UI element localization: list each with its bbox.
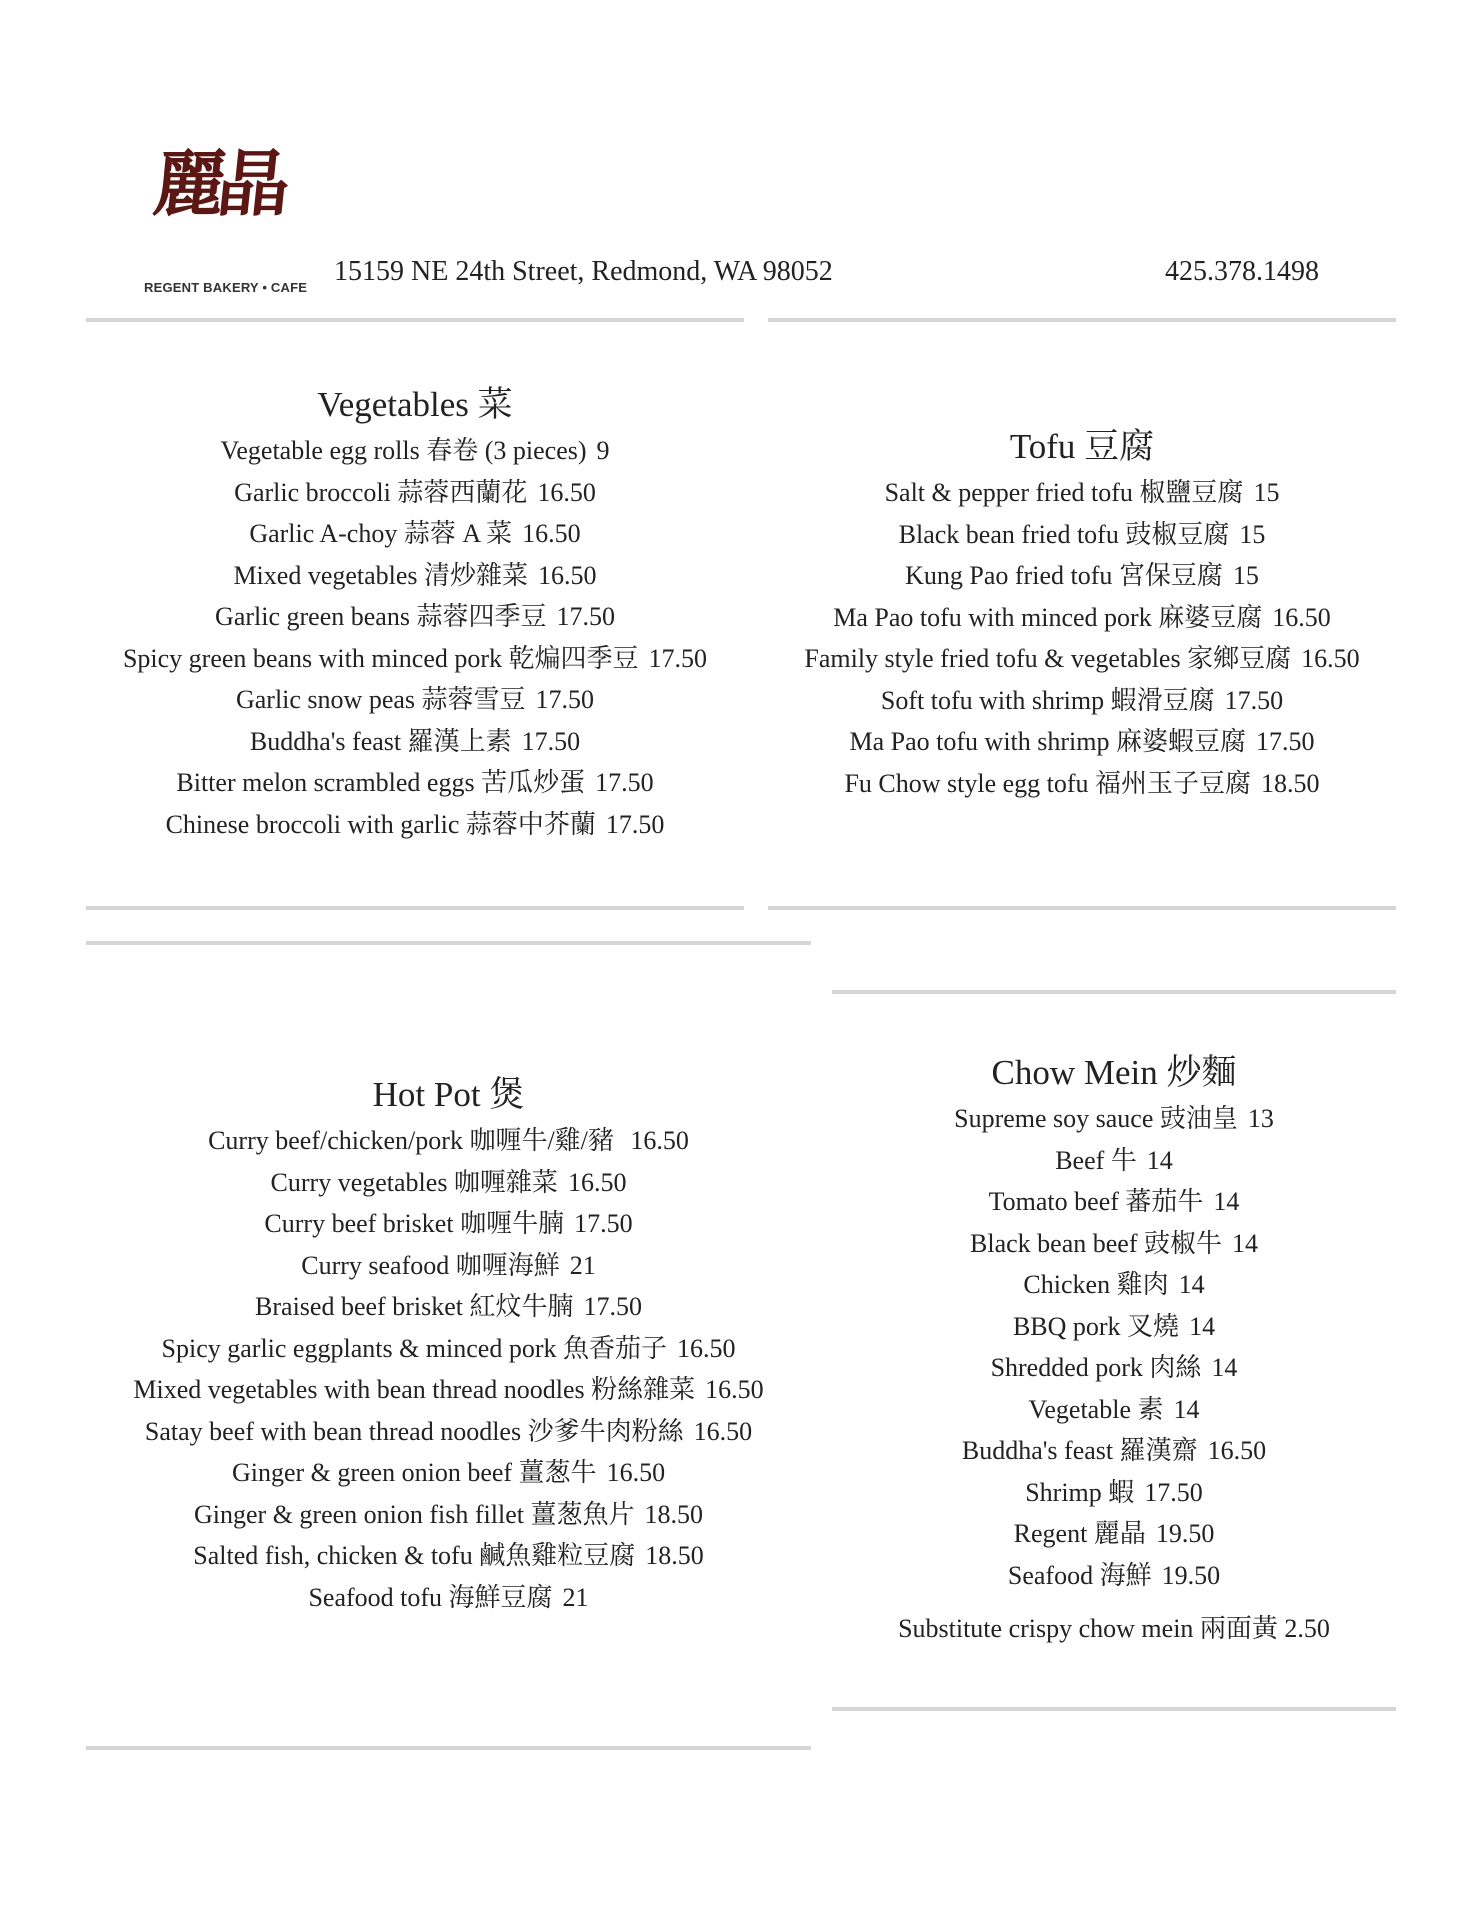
divider xyxy=(86,318,744,322)
menu-item-name: Bitter melon scrambled eggs 苦瓜炒蛋 xyxy=(176,768,586,797)
menu-item-price: 16.50 xyxy=(606,1458,666,1487)
menu-item-price: 18.50 xyxy=(1261,768,1320,798)
menu-item-name: Mixed vegetables with bean thread noodles 粉絲雜菜 xyxy=(133,1375,696,1404)
menu-item-name: Garlic snow peas 蒜蓉雪豆 xyxy=(235,685,526,714)
menu-item-price: 17.50 xyxy=(574,1209,633,1238)
menu-item-name: Seafood tofu 海鮮豆腐 xyxy=(308,1582,553,1612)
menu-item-name: Ginger & green onion beef 薑葱牛 xyxy=(231,1458,597,1487)
menu-item-price: 16.50 xyxy=(1272,602,1331,632)
menu-item-price: 21 xyxy=(562,1582,589,1612)
menu-item xyxy=(832,1430,1396,1472)
menu-item xyxy=(86,1328,811,1370)
menu-item-name: Curry vegetables 咖喱雜菜 xyxy=(270,1167,558,1197)
menu-item-name: Vegetable 素 xyxy=(1028,1394,1164,1424)
divider xyxy=(832,990,1396,994)
menu-item xyxy=(86,1162,811,1204)
menu-item xyxy=(832,1264,1396,1306)
menu-item xyxy=(768,763,1396,805)
menu-item-name: Soft tofu with shrimp 蝦滑豆腐 xyxy=(880,685,1215,715)
menu-item-name: Garlic A-choy 蒜蓉 A 菜 xyxy=(249,519,513,548)
menu-item xyxy=(86,1369,811,1411)
menu-item xyxy=(86,1411,811,1453)
restaurant-phone: 425.378.1498 xyxy=(1165,256,1319,287)
menu-item xyxy=(832,1223,1396,1265)
menu-item-price: 16.50 xyxy=(705,1375,764,1404)
menu-item-name: Seafood 海鮮 xyxy=(1007,1560,1152,1590)
menu-item xyxy=(768,721,1396,763)
restaurant-address: 15159 NE 24th Street, Redmond, WA 98052 xyxy=(334,256,833,287)
section-hot-pot xyxy=(86,1070,811,1618)
logo-chinese-mark: 麗晶 xyxy=(149,141,287,226)
menu-item-price: 17.50 xyxy=(583,1292,642,1321)
menu-item-price: 16.50 xyxy=(630,1126,689,1155)
menu-item-price: 13 xyxy=(1247,1104,1274,1133)
menu-item-name: Regent 麗晶 xyxy=(1013,1519,1146,1548)
menu-item xyxy=(768,680,1396,722)
menu-item-price: 18.50 xyxy=(644,1499,703,1529)
menu-item-price: 17.50 xyxy=(1144,1477,1203,1507)
menu-item xyxy=(832,1140,1396,1182)
divider xyxy=(768,318,1396,322)
menu-item-name: Spicy green beans with minced pork 乾煸四季豆 xyxy=(122,643,639,673)
divider xyxy=(86,906,744,910)
menu-item xyxy=(86,804,744,846)
menu-item-price: 17.50 xyxy=(521,726,581,756)
section-title: Chow Mein 炒麵 xyxy=(991,1053,1237,1092)
menu-item xyxy=(832,1389,1396,1431)
menu-item-price: 16.50 xyxy=(1301,644,1360,673)
menu-item-price: 16.50 xyxy=(693,1416,753,1446)
menu-item-price: 19.50 xyxy=(1155,1519,1215,1548)
menu-item xyxy=(768,555,1396,597)
item-list xyxy=(86,430,744,845)
menu-item-name: Tomato beef 蕃茄牛 xyxy=(988,1187,1204,1216)
menu-item xyxy=(86,721,744,763)
menu-item-name: Buddha's feast 羅漢齋 xyxy=(961,1436,1198,1465)
menu-item-price: 14 xyxy=(1189,1311,1216,1341)
menu-item xyxy=(86,430,744,472)
menu-item-name: Kung Pao fried tofu 宮保豆腐 xyxy=(905,561,1223,590)
menu-item xyxy=(86,472,744,514)
menu-item xyxy=(832,1555,1396,1597)
logo xyxy=(140,141,310,298)
menu-item xyxy=(86,1286,811,1328)
menu-item-price: 17.50 xyxy=(556,602,615,631)
item-list xyxy=(832,1098,1396,1596)
menu-item xyxy=(86,555,744,597)
menu-item-price: 16.50 xyxy=(522,519,581,548)
menu-item-name: Braised beef brisket 紅炆牛腩 xyxy=(255,1292,574,1321)
menu-item-name: Salted fish, chicken & tofu 鹹魚雞粒豆腐 xyxy=(193,1541,636,1570)
menu-item xyxy=(86,638,744,680)
menu-item-name: Shredded pork 肉絲 xyxy=(990,1353,1202,1382)
menu-item-price: 16.50 xyxy=(676,1333,736,1363)
menu-item-price: 14 xyxy=(1231,1228,1258,1258)
menu-item-name: Curry beef brisket 咖喱牛腩 xyxy=(264,1209,565,1238)
menu-item-name: Chicken 雞肉 xyxy=(1023,1270,1169,1299)
menu-item-price: 17.50 xyxy=(595,768,654,797)
menu-item xyxy=(832,1098,1396,1140)
section-tofu xyxy=(768,422,1396,804)
menu-item xyxy=(832,1306,1396,1348)
menu-item xyxy=(86,679,744,721)
menu-item-name: Mixed vegetables 清炒雜菜 xyxy=(233,560,529,590)
menu-item xyxy=(832,1347,1396,1389)
section-title: Tofu 豆腐 xyxy=(1009,427,1155,466)
divider xyxy=(86,941,811,945)
menu-item-price: 14 xyxy=(1146,1145,1173,1175)
menu-item xyxy=(768,514,1396,556)
menu-item-price: 15 xyxy=(1232,561,1259,590)
menu-item-price: 16.50 xyxy=(538,560,597,590)
item-list xyxy=(86,1120,811,1618)
menu-item xyxy=(768,472,1396,514)
menu-item xyxy=(832,1513,1396,1555)
menu-item xyxy=(86,513,744,555)
menu-item-name: Shrimp 蝦 xyxy=(1025,1477,1135,1507)
divider xyxy=(86,1746,811,1750)
menu-item-name: Ginger & green onion fish fillet 薑葱魚片 xyxy=(194,1499,635,1529)
menu-item-name: Ma Pao tofu with minced pork 麻婆豆腐 xyxy=(833,602,1263,632)
menu-item-name: Curry seafood 咖喱海鮮 xyxy=(301,1250,560,1280)
menu-item-price: 16.50 xyxy=(1207,1436,1267,1465)
substitution-note: Substitute crispy chow mein 兩面黃 2.50 xyxy=(898,1614,1330,1643)
menu-item xyxy=(86,1577,811,1619)
menu-item-name: Supreme soy sauce 豉油皇 xyxy=(954,1104,1238,1133)
menu-item-price: 17.50 xyxy=(605,809,665,839)
menu-item xyxy=(86,1452,811,1494)
menu-item-price: 16.50 xyxy=(537,477,596,507)
menu-item xyxy=(86,1245,811,1287)
menu-item-price: 14 xyxy=(1213,1187,1240,1216)
menu-item xyxy=(832,1181,1396,1223)
menu-item-price: 17.50 xyxy=(535,685,595,714)
menu-item-name: Satay beef with bean thread noodles 沙爹牛肉粉絲 xyxy=(144,1416,684,1446)
menu-item-name: Family style fried tofu & vegetables 家鄉豆腐 xyxy=(804,644,1292,673)
divider xyxy=(768,906,1396,910)
menu-item-name: Buddha's feast 羅漢上素 xyxy=(249,726,512,756)
menu-item-name: Chinese broccoli with garlic 蒜蓉中芥蘭 xyxy=(165,809,596,839)
menu-item xyxy=(768,638,1396,680)
menu-item xyxy=(86,596,744,638)
divider xyxy=(832,1707,1396,1711)
menu-item xyxy=(86,1494,811,1536)
menu-item-price: 14 xyxy=(1211,1353,1238,1382)
section-title: Hot Pot 煲 xyxy=(372,1075,525,1114)
menu-item-name: Garlic green beans 蒜蓉四季豆 xyxy=(215,602,547,631)
menu-item-name: Fu Chow style egg tofu 福州玉子豆腐 xyxy=(844,768,1252,798)
menu-item xyxy=(832,1472,1396,1514)
menu-item-price: 18.50 xyxy=(645,1541,704,1570)
menu-item xyxy=(768,597,1396,639)
logo-wordmark: REGENT BAKERY • CAFE xyxy=(144,280,308,295)
section-chow-mein xyxy=(832,1048,1396,1649)
menu-item xyxy=(86,762,744,804)
menu-item-price: 19.50 xyxy=(1161,1560,1221,1590)
menu-item-price: 14 xyxy=(1178,1270,1205,1299)
section-vegetables xyxy=(86,380,744,845)
menu-item-price: 14 xyxy=(1173,1394,1200,1424)
menu-item-price: 16.50 xyxy=(567,1167,627,1197)
menu-item-name: Ma Pao tofu with shrimp 麻婆蝦豆腐 xyxy=(849,727,1246,756)
menu-item-name: BBQ pork 叉燒 xyxy=(1012,1311,1180,1341)
menu-item-price: 21 xyxy=(569,1250,596,1280)
menu-item-name: Garlic broccoli 蒜蓉西蘭花 xyxy=(234,477,528,507)
item-list xyxy=(768,472,1396,804)
menu-item-price: 17.50 xyxy=(1224,685,1284,715)
menu-item-name: Spicy garlic eggplants & minced pork 魚香茄子 xyxy=(161,1333,667,1363)
menu-item-name: Black bean beef 豉椒牛 xyxy=(970,1228,1222,1258)
menu-item-name: Curry beef/chicken/pork 咖喱牛/雞/豬 xyxy=(208,1126,621,1155)
menu-item-name: Beef 牛 xyxy=(1055,1145,1137,1175)
menu-item-name: Black bean fried tofu 豉椒豆腐 xyxy=(898,519,1230,549)
menu-item-name: Vegetable egg rolls 春卷 (3 pieces) xyxy=(220,436,587,465)
menu-item-price: 15 xyxy=(1239,519,1266,549)
menu-item-price: 17.50 xyxy=(648,643,708,673)
section-title: Vegetables 菜 xyxy=(317,385,513,424)
menu-item-price: 17.50 xyxy=(1256,727,1315,756)
menu-item-name: Salt & pepper fried tofu 椒鹽豆腐 xyxy=(884,478,1244,507)
menu-item xyxy=(86,1120,811,1162)
menu-item xyxy=(86,1203,811,1245)
menu-item-price: 15 xyxy=(1253,478,1280,507)
menu-item-price: 9 xyxy=(596,436,610,465)
menu-item xyxy=(86,1535,811,1577)
